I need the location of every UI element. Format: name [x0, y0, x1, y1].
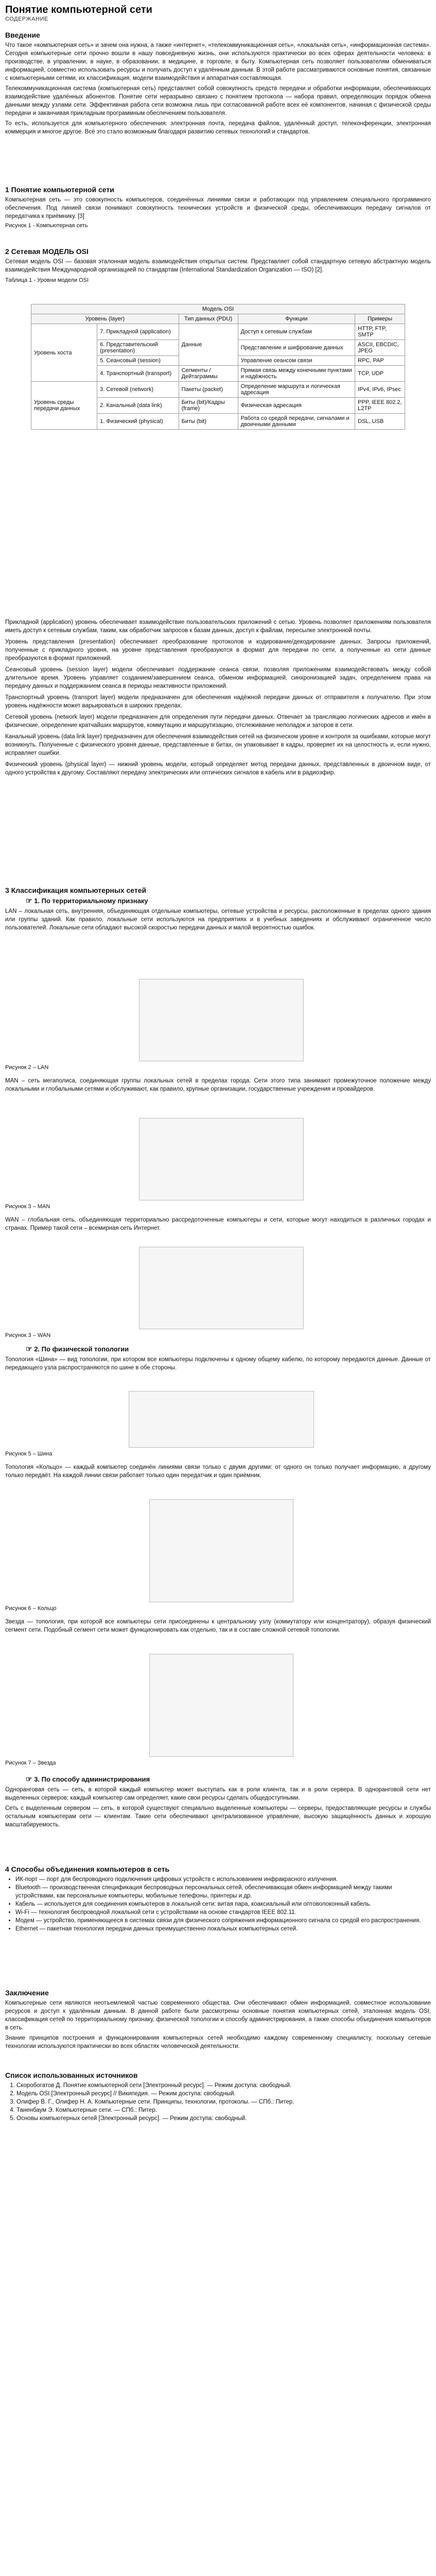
figure-5-caption: Рисунок 5 – Шина [5, 1451, 53, 1457]
intro-paragraph-3: То есть, используется для компьютерного обеспечения: электронная почта, передача файлов, удалённый доступ, телеконференции, электронная коммерция и многое другое. Всё это стало возможным благодаря развитию сетевых технологий и стандартов. [5, 121, 431, 135]
star-paragraph: Звезда — топология, при которой все компьютеры сети присоединены к центральному узлу (коммутатору или концентратору), образуя физический сегмент сети. Подобный сегмент сети может функционировать как отдельно, так и в составе сложной сетевой топологии. [5, 1619, 431, 1633]
intro-paragraph-2: Телекоммуникационная система (компьютерная сеть) представляет собой совокупность средств передачи и обработки информации, обеспечивающих взаимодействие удалённых абонентов. Понятие сети неразрывно связано с понятием протокола — набора правил, определяющих порядок обмена данными между узлами сети. Эффективная работа сети возможна лишь при согласованной работе всех её компонентов, начиная с физической среды передачи и заканчивая прикладным программным обеспечением пользователя. [5, 86, 431, 116]
osi-row-3 [31, 382, 405, 398]
osi-layer-pdu: Биты (bit) [179, 414, 238, 430]
osi-col-examples: Примеры [355, 314, 405, 324]
wan-figure [139, 1247, 304, 1329]
osi-description [5, 618, 431, 777]
osi-layer-name: 2. Канальный (data link) [97, 398, 179, 414]
conclusion-paragraph-1: Компьютерные сети являются неотъемлемой частью современного общества. Они обеспечивают обмен информацией, совместное использование ресурсов и доступ к удалённым данным. В данной работе были рассмотрены основные понятия компьютерных сетей, эталонная модель OSI, классификация сетей по территориальному признаку, физической топологии и способу администрирования, а также способы объединения компьютеров в сеть. [5, 2000, 431, 2031]
classification-topology-heading [5, 1345, 431, 1353]
wan-caption-block [5, 1332, 431, 1338]
bus-paragraph: Топология «Шина» — вид топологии, при котором все компьютеры подключены к одному общему кабелю, по которому передаются данные. Данные от передающего узла распространяются по шине в обе стороны. [5, 1357, 431, 1371]
list-item: • Wi-Fi — технология беспроводной локальной сети с устройствами на основе стандартов IEEE 802.11. [15, 1908, 431, 1917]
server-paragraph: Сеть с выделенным сервером — сеть, в которой существуют специально выделенные компьютеры — серверы, предоставляющие ресурсы и службы остальным компьютерам сети — клиентам. Такие сети обеспечивают централизованное управление, высокую защищённость данных и хорошую масштабируемость. [5, 1805, 431, 1828]
title-block [5, 4, 431, 22]
classification-administration-heading [5, 1775, 431, 1784]
list-item: • ИК-порт — порт для беспроводного подключения цифровых устройств с использованием инфракрасного излучения. [15, 1875, 431, 1884]
man-figure [139, 1118, 304, 1200]
osi-desc-session: Сеансовый уровень (session layer) модели обеспечивает поддержание сеанса связи, позволяя приложениям взаимодействовать между собой длительное время. Уровень управляет созданием/завершением сеанса, обменом информацией, синхронизацией задач, определением права на передачу данных и поддержанием сеанса в периоды неактивности приложений. [5, 667, 431, 689]
administration-section [5, 1775, 431, 1829]
reference-item: 4. Таненбаум Э. Компьютерные сети. — СПб.: Питер. [16, 2106, 431, 2114]
osi-table [31, 304, 405, 430]
osi-layer-name: 4. Транспортный (transport) [97, 366, 179, 382]
osi-layer-name: 6. Представительский (presentation) [97, 340, 179, 356]
figure-4-caption: Рисунок 3 – WAN [5, 1332, 51, 1338]
intro-heading: Введение [5, 31, 40, 39]
references-heading: Список использованных источников [5, 2071, 138, 2079]
reference-item: 2. Модель OSI [Электронный ресурс] // Википедия. — Режим доступа: свободный. [16, 2090, 431, 2098]
wan-block [5, 1216, 431, 1232]
classification-territory-label: 1. По территориальному признаку [34, 897, 148, 905]
reference-item: 1. Скоробогатов Д. Понятие компьютерной сети [Электронный ресурс]. — Режим доступа: свободный. [16, 2081, 431, 2090]
star-figure [149, 1654, 293, 1757]
osi-desc-network: Сетевой уровень (network layer) модели предназначен для определения пути передачи данных. Отвечает за трансляцию логических адресов и имён в физические, определение кратчайших маршрутов, коммутацию и маршрутизацию, отслеживание неполадок и заторов в сети. [5, 714, 431, 728]
section-4-heading: 4 Способы объединения компьютеров в сеть [5, 1865, 170, 1873]
osi-layer-examples: HTTP, FTP, SMTP [355, 324, 405, 340]
wan-paragraph: WAN – глобальная сеть, объединяющая территориально рассредоточенные компьютеры и сети, которые могут находиться в различных городах и странах. Пример такой сети – всемирная сеть Интернет. [5, 1217, 431, 1231]
osi-layer-examples: PPP, IEEE 802.2, L2TP [355, 398, 405, 414]
classification-topology-label: 2. По физической топологии [34, 1345, 129, 1353]
osi-layer-function: Работа со средой передачи, сигналами и двоичными данными [238, 414, 355, 430]
list-item: • Модем — устройство, применяющееся в системах связи для физического сопряжения информационного сигнала со средой его распространения. [15, 1917, 431, 1925]
ring-figure [149, 1499, 293, 1602]
osi-layer-function: Управление сеансом связи [238, 356, 355, 366]
osi-desc-presentation: Уровень представления (presentation) обеспечивает преобразование протоколов и кодирование/декодирование данных. Запросы приложений, полученные с прикладного уровня, на уровне представления преобразуются в формат для передачи по сети, а полученные из сети данные преобразуются в формат приложений. [5, 639, 431, 662]
osi-pdu-data: Данные [179, 324, 238, 366]
peer-paragraph: Одноранговая сеть — сеть, в которой каждый компьютер может выступать как в роли клиента, так и в роли сервера. В одноранговой сети нет выделенных серверов; каждый компьютер сам определяет, какие свои ресурсы сделать общедоступными. [5, 1787, 431, 1801]
ring-block [5, 1463, 431, 1480]
figure-2-caption: Рисунок 2 – LAN [5, 1064, 49, 1071]
osi-desc-transport: Транспортный уровень (transport layer) модели предназначен для обеспечения надёжной передачи данных от отправителя к получателю. При этом уровень надёжности может варьироваться в широких пределах. [5, 694, 431, 709]
conclusion-heading: Заключение [5, 1989, 49, 1997]
bus-figure [129, 1391, 314, 1448]
star-caption-block [5, 1760, 431, 1766]
lan-paragraph: LAN – локальная сеть, внутренняя, объединяющая отдельные компьютеры, сетевые устройства и ресурсы, расположенные в пределах одного здания или группы зданий. Как правило, локальные сети используются на предприятиях и в учебных заведениях и обслуживают ограниченное число пользователей. Локальные сети обладают высокой скоростью передачи данных и малой вероятностью ошибок. [5, 908, 431, 931]
osi-layer-pdu: Пакеты (packet) [179, 382, 238, 398]
osi-col-pdu: Тип данных (PDU) [179, 314, 238, 324]
list-item: • Кабель — используется для соединения компьютеров в локальной сети: витая пара, коаксиальный или оптоволоконный кабель. [15, 1900, 431, 1908]
osi-layer-name: 5. Сеансовый (session) [97, 356, 179, 366]
section-2-paragraph: Сетевая модель OSI — базовая эталонная модель взаимодействия открытых систем. Представляет собой стандартную сетевую абстрактную модель взаимодействия Международной организацией по стандартам (International Standardization Organization — ISO) [2]. [5, 259, 431, 273]
figure-6-caption: Рисунок 6 – Кольцо [5, 1605, 57, 1612]
ring-paragraph: Топология «Кольцо» — каждый компьютер соединён линиями связи только с двумя другими: от одного он только получает информацию, а другому только передаёт. На каждой линии связи работает только один передатчик и один приёмник. [5, 1464, 431, 1479]
reference-item: 5. Основы компьютерных сетей [Электронный ресурс]. — Режим доступа: свободный. [16, 2114, 431, 2123]
man-block [5, 1077, 431, 1093]
figure-3-caption: Рисунок 3 – MAN [5, 1204, 50, 1210]
osi-group-host: Уровень хоста [31, 324, 97, 382]
osi-col-layer: Уровень (layer) [31, 314, 179, 324]
osi-desc-physical: Физический уровень (physical layer) — нижний уровень модели, который определяет метод передачи данных, представленных в двоичном виде, от одного устройства к другому. Составляют передачу электрических или оптических сигналов в кабель или в радиоэфир. [5, 761, 431, 776]
osi-layer-name: 1. Физический (physical) [97, 414, 179, 430]
bus-caption-block [5, 1451, 431, 1457]
man-paragraph: MAN – сеть мегаполиса, соединяющая группы локальных сетей в пределах города. Сети этого типа занимают промежуточное положение между локальными и глобальными сетями и обслуживают, как правило, крупные организации, государственные учреждения и провайдеров. [5, 1078, 431, 1092]
ring-caption-block [5, 1605, 431, 1612]
osi-layer-name: 7. Прикладной (application) [97, 324, 179, 340]
list-item: • Bluetooth — производственная спецификация беспроводных персональных сетей, обеспечивающая обмен информацией между такими устройствами, как персональные компьютеры, мобильные телефоны, принтеры и др. [15, 1884, 431, 1900]
osi-layer-function: Доступ к сетевым службам [238, 324, 355, 340]
pointer-icon: ☞ [26, 1345, 32, 1353]
osi-layer-examples: DSL, USB [355, 414, 405, 430]
conclusion-section [5, 1989, 431, 2050]
connection-methods-list [5, 1875, 431, 1933]
osi-layer-function: Представление и шифрование данных [238, 340, 355, 356]
osi-layer-examples: RPC, PAP [355, 356, 405, 366]
osi-desc-application: Прикладной (application) уровень обеспечивает взаимодействие пользовательских приложений с сетью. Уровень позволяет приложениям пользователя иметь доступ к сетевым службам, таким, как обработчик запросов к базам данных, доступ к файлам, пересылке электронной почты. [5, 619, 431, 634]
reference-item: 3. Олифер В. Г., Олифер Н. А. Компьютерные сети. Принципы, технологии, протоколы. — СПб.: Питер. [16, 2098, 431, 2106]
man-caption-block [5, 1204, 431, 1210]
osi-layer-examples: TCP, UDP [355, 366, 405, 382]
osi-table-title: Модель OSI [31, 304, 405, 314]
section-1 [5, 185, 431, 229]
lan-caption-block [5, 1064, 431, 1071]
osi-layer-pdu: Сегменты / Дейтаграммы [179, 366, 238, 382]
osi-desc-datalink: Канальный уровень (data link layer) предназначен для обеспечения взаимодействия сетей на физическом уровне и контроля за ошибками, которые могут возникнуть. Полученные с физического уровня данные, представленные в битах, он упаковывает в кадры, проверяет их на целостность и, если нужно, исправляет ошибки. [5, 734, 431, 756]
section-2-heading: 2 Сетевая МОДЕЛЬ OSI [5, 247, 89, 256]
star-block [5, 1618, 431, 1634]
osi-table-wrapper [31, 304, 405, 430]
osi-layer-examples: ASCII, EBCDIC, JPEG [355, 340, 405, 356]
osi-layer-function: Прямая связь между конечными пунктами и надёжность [238, 366, 355, 382]
section-3 [5, 886, 431, 932]
osi-col-function: Функции [238, 314, 355, 324]
section-3-heading: 3 Классификация компьютерных сетей [5, 886, 147, 894]
osi-layer-examples: IPv4, IPv6, IPsec [355, 382, 405, 398]
conclusion-paragraph-2: Знание принципов построения и функционирования компьютерных сетей необходимо каждому современному специалисту, поскольку сетевые технологии используются практически во всех областях человеческой деятельности. [5, 2035, 431, 2049]
osi-row-7 [31, 324, 405, 340]
section-2 [5, 247, 431, 283]
references-list [5, 2081, 431, 2123]
classification-administration-label: 3. По способу администрирования [34, 1775, 150, 1783]
osi-layer-function: Определение маршрута и логическая адресация [238, 382, 355, 398]
section-4 [5, 1865, 431, 1933]
intro-paragraph-1: Что такое «компьютерная сеть» и зачем она нужна, а также «интернет», «телекоммуникационная сеть», «локальная сеть», «информационная система». Сегодня компьютерные сети прочно вошли в нашу повседневную жизнь, они используются практически во всех сферах деятельности человека: в производстве, в управлении, в науке, в образовании, в медицине, в торговле, в быту. Компьютерная сеть позволяет пользователям обмениваться информацией, совместно использовать ресурсы и получать доступ к удалённым данным. В этой работе рассматриваются основные понятия, связанные с компьютерными сетями, их классификация, модели взаимодействия и аппаратная составляющая. [5, 42, 431, 81]
osi-layer-function: Физическая адресация [238, 398, 355, 414]
references-section [5, 2071, 431, 2123]
page-title: Понятие компьютерной сети [5, 4, 152, 15]
figure-7-caption: Рисунок 7 – Звезда [5, 1760, 56, 1766]
classification-territory-heading [5, 896, 431, 905]
section-1-heading: 1 Понятие компьютерной сети [5, 185, 114, 194]
lan-figure [139, 979, 304, 1061]
contents-label: СОДЕРЖАНИЕ [5, 16, 48, 22]
pointer-icon: ☞ [26, 896, 32, 905]
osi-layer-name: 3. Сетевой (network) [97, 382, 179, 398]
osi-group-media: Уровень среды передачи данных [31, 382, 97, 430]
intro-section [5, 31, 431, 136]
section-1-paragraph: Компьютерная сеть — это совокупность компьютеров, соединённых линиями связи и работающих под управлением специального программного обеспечения. Под линией связи понимают совокупность технических устройств и физической среды, обеспечивающих передачу сигналов от передатчика к приёмнику. [3] [5, 197, 431, 219]
osi-layer-pdu: Биты (bit)/Кадры (frame) [179, 398, 238, 414]
figure-1-caption: Рисунок 1 - Компьютерная сеть [5, 223, 88, 229]
list-item: • Ethernet — пакетная технология передачи данных преимущественно локальных компьютерных сетей. [15, 1925, 431, 1933]
table-1-caption: Таблица 1 - Уровни модели OSI [5, 277, 89, 283]
topology-section [5, 1345, 431, 1372]
pointer-icon: ☞ [26, 1775, 32, 1783]
